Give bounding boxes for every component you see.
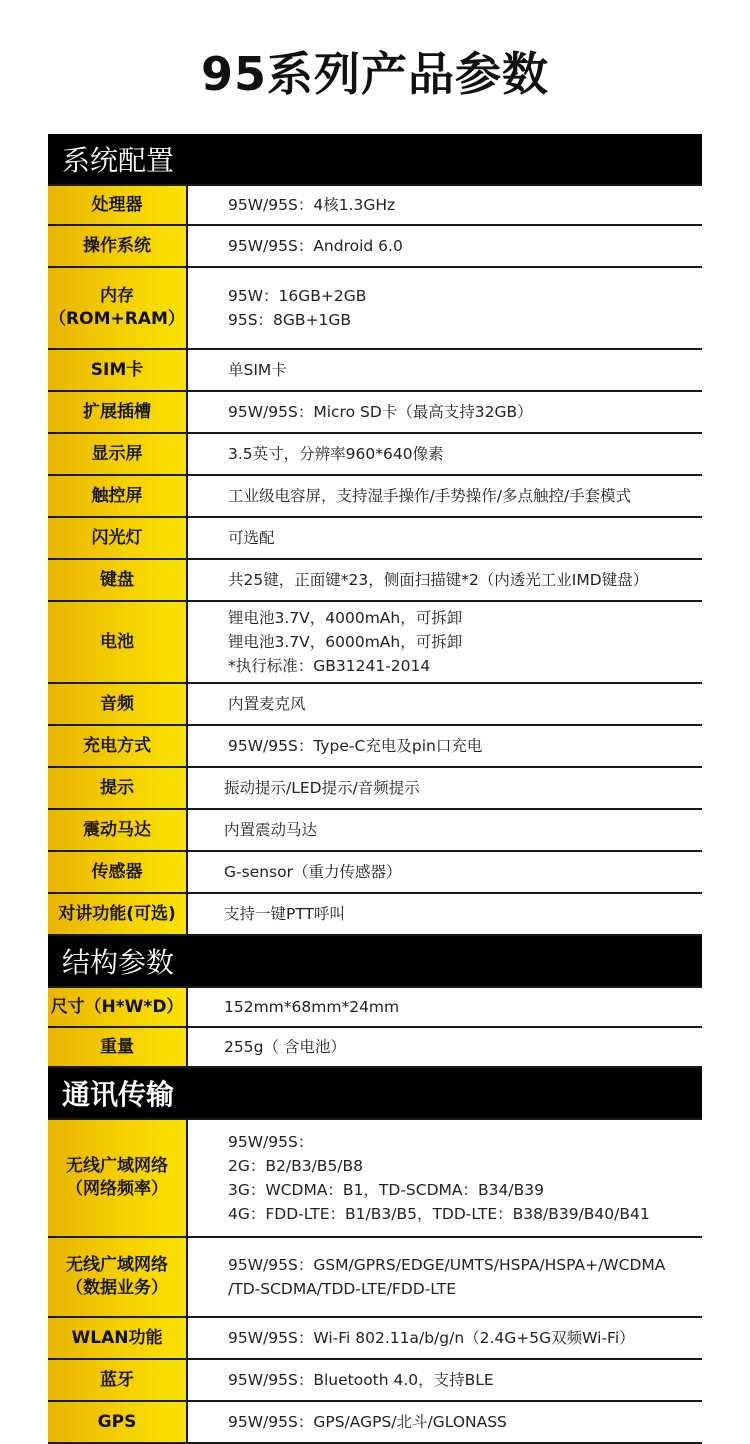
- spec-value-line: 95W/95S：GSM/GPRS/EDGE/UMTS/HSPA/HSPA+/WCDMA: [228, 1256, 666, 1274]
- spec-row: [48, 1360, 702, 1402]
- spec-value-line: /TD-SCDMA/TDD-LTE/FDD-LTE: [228, 1280, 457, 1298]
- spec-label: [48, 852, 188, 892]
- spec-row: [48, 226, 702, 268]
- spec-value-line: *执行标准：GB31241-2014: [228, 657, 431, 675]
- spec-label-line: 重量: [100, 1036, 134, 1057]
- spec-value: [188, 560, 702, 600]
- spec-label-line: 对讲功能(可选): [58, 903, 176, 924]
- spec-label-line: （数据业务）: [66, 1278, 168, 1298]
- spec-value-line: 单SIM卡: [228, 361, 287, 379]
- spec-label: [48, 810, 188, 850]
- spec-value-line: 95W：16GB+2GB: [228, 287, 367, 305]
- page-title: 95系列产品参数: [200, 47, 549, 101]
- spec-value-line: 2G：B2/B3/B5/B8: [228, 1157, 364, 1175]
- spec-value-line: 95W/95S：: [228, 1133, 314, 1151]
- spec-row: [48, 392, 702, 434]
- spec-value: [188, 186, 702, 224]
- spec-label-line: （网络频率）: [66, 1179, 168, 1199]
- spec-value: [188, 518, 702, 558]
- spec-label: [48, 392, 188, 432]
- section-header: 系统配置: [48, 134, 702, 184]
- spec-row: [48, 810, 702, 852]
- spec-value-line: 3.5英寸，分辨率960*640像素: [228, 445, 444, 463]
- spec-label-line: SIM卡: [90, 359, 144, 380]
- spec-value: [188, 1238, 702, 1316]
- spec-value-line: 95W/95S：Android 6.0: [228, 237, 403, 255]
- spec-value: [188, 476, 702, 516]
- spec-row: [48, 1118, 702, 1238]
- spec-value-line: 振动提示/LED提示/音频提示: [224, 779, 420, 797]
- spec-value-line: 3G：WCDMA：B1，TD-SCDMA：B34/B39: [228, 1181, 544, 1199]
- spec-value-line: 255g（ 含电池）: [224, 1038, 346, 1056]
- spec-row: [48, 1318, 702, 1360]
- spec-row: [48, 1402, 702, 1444]
- spec-value-line: 95W/95S：Wi-Fi 802.11a/b/g/n（2.4G+5G双频Wi-Fi）: [228, 1329, 635, 1347]
- spec-value-line: 支持一键PTT呼叫: [224, 905, 346, 923]
- spec-label: [48, 768, 188, 808]
- spec-value: [188, 1360, 702, 1400]
- spec-label: [48, 726, 188, 766]
- spec-label-line: 传感器: [91, 861, 143, 882]
- spec-label-line: 无线广域网络: [66, 1156, 168, 1176]
- spec-row: [48, 268, 702, 350]
- spec-value-line: 锂电池3.7V，4000mAh，可拆卸: [228, 609, 463, 627]
- spec-value-line: 内置麦克风: [228, 695, 306, 713]
- spec-label: [48, 1318, 188, 1358]
- spec-label: [48, 1238, 188, 1316]
- spec-value-line: 4G：FDD-LTE：B1/B3/B5，TDD-LTE：B38/B39/B40/B41: [228, 1205, 650, 1223]
- spec-row: [48, 602, 702, 684]
- spec-label-line: 提示: [100, 777, 134, 798]
- spec-value-line: 95S：8GB+1GB: [228, 311, 352, 329]
- spec-label: [48, 268, 188, 348]
- spec-label-line: WLAN功能: [71, 1327, 163, 1348]
- spec-value: [188, 1120, 702, 1236]
- spec-label-line: 扩展插槽: [83, 401, 151, 422]
- spec-label: [48, 476, 188, 516]
- spec-label-line: 电池: [100, 631, 134, 652]
- spec-label-line: 震动马达: [83, 819, 151, 840]
- spec-value: [188, 1318, 702, 1358]
- spec-value: [188, 268, 702, 348]
- spec-value: [188, 1402, 702, 1442]
- spec-value: [188, 810, 702, 850]
- section-header: 通讯传输: [48, 1068, 702, 1118]
- spec-label-line: （ROM+RAM）: [49, 309, 185, 329]
- spec-row: [48, 476, 702, 518]
- spec-label-line: 操作系统: [83, 235, 151, 256]
- spec-label-line: GPS: [97, 1411, 137, 1432]
- spec-label: [48, 1402, 188, 1442]
- spec-label: [48, 226, 188, 266]
- spec-row: [48, 560, 702, 602]
- spec-label: [48, 684, 188, 724]
- spec-label: [48, 186, 188, 224]
- spec-value: [188, 852, 702, 892]
- spec-value: [188, 768, 702, 808]
- spec-label: [48, 1028, 188, 1066]
- spec-value-line: 可选配: [228, 529, 275, 547]
- spec-label: [48, 1360, 188, 1400]
- spec-value: [188, 726, 702, 766]
- spec-value-line: 95W/95S：GPS/AGPS/北斗/GLONASS: [228, 1413, 507, 1431]
- spec-label: [48, 560, 188, 600]
- spec-label-line: 尺寸（H*W*D）: [50, 996, 184, 1017]
- spec-value-line: 锂电池3.7V，6000mAh，可拆卸: [228, 633, 463, 651]
- spec-value: [188, 684, 702, 724]
- spec-value: [188, 226, 702, 266]
- spec-label-line: 处理器: [91, 194, 143, 215]
- spec-row: [48, 350, 702, 392]
- spec-label-line: 无线广域网络: [66, 1255, 168, 1275]
- spec-row: [48, 434, 702, 476]
- spec-row: [48, 852, 702, 894]
- spec-label-line: 音频: [100, 693, 134, 714]
- spec-table: [48, 134, 702, 1444]
- spec-value: [188, 602, 702, 682]
- spec-row: [48, 986, 702, 1028]
- spec-label: [48, 988, 188, 1026]
- spec-label-line: 键盘: [100, 569, 134, 590]
- spec-label: [48, 894, 188, 934]
- section-header: 结构参数: [48, 936, 702, 986]
- spec-value: [188, 350, 702, 390]
- spec-row: [48, 726, 702, 768]
- spec-value: [188, 894, 702, 934]
- spec-value: [188, 988, 702, 1026]
- spec-row: [48, 684, 702, 726]
- spec-label-line: 闪光灯: [91, 527, 143, 548]
- spec-label-line: 显示屏: [91, 443, 143, 464]
- spec-value-line: 共25键，正面键*23，侧面扫描键*2（内透光工业IMD键盘）: [228, 571, 649, 589]
- spec-label: [48, 434, 188, 474]
- spec-value: [188, 392, 702, 432]
- spec-label-line: 触控屏: [91, 485, 143, 506]
- spec-value-line: 内置震动马达: [224, 821, 318, 839]
- spec-value-line: 95W/95S：Type-C充电及pin口充电: [228, 737, 483, 755]
- spec-value-line: 152mm*68mm*24mm: [224, 998, 400, 1016]
- spec-label-line: 蓝牙: [100, 1369, 134, 1390]
- spec-row: [48, 518, 702, 560]
- spec-row: [48, 1028, 702, 1068]
- spec-value-line: 95W/95S：Micro SD卡（最高支持32GB）: [228, 403, 533, 421]
- spec-label-line: 内存: [100, 286, 134, 306]
- spec-label: [48, 518, 188, 558]
- spec-label-line: 充电方式: [83, 735, 151, 756]
- spec-row: [48, 768, 702, 810]
- spec-row: [48, 184, 702, 226]
- spec-label: [48, 602, 188, 682]
- spec-label: [48, 350, 188, 390]
- spec-label: [48, 1120, 188, 1236]
- spec-value-line: 工业级电容屏，支持湿手操作/手势操作/多点触控/手套模式: [228, 487, 632, 505]
- spec-value-line: 95W/95S：Bluetooth 4.0，支持BLE: [228, 1371, 494, 1389]
- spec-value: [188, 434, 702, 474]
- spec-value-line: 95W/95S：4核1.3GHz: [228, 196, 396, 214]
- spec-row: [48, 894, 702, 936]
- spec-row: [48, 1238, 702, 1318]
- spec-value-line: G-sensor（重力传感器）: [224, 863, 402, 881]
- spec-value: [188, 1028, 702, 1066]
